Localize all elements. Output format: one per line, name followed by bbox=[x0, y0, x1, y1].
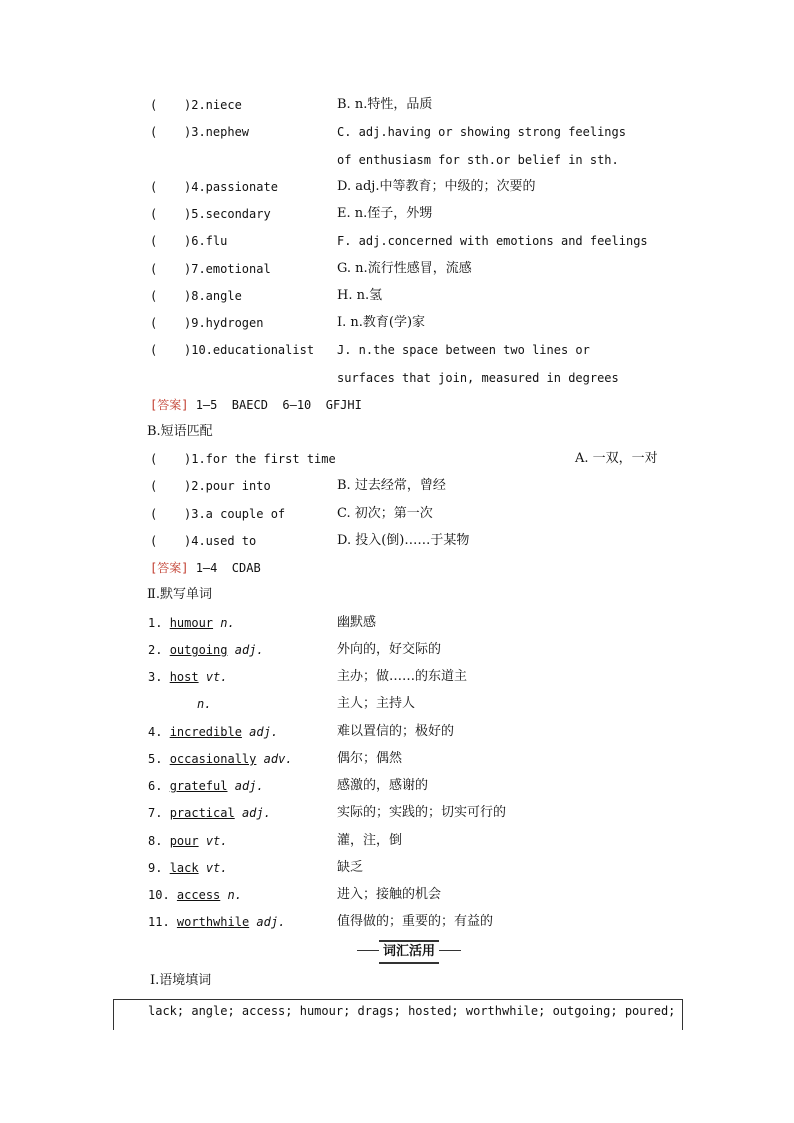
word-row: 4. incredible adj. 难以置信的；极好的 bbox=[148, 724, 455, 739]
match-row-continued bbox=[0, 149, 794, 171]
section-b-title: B.短语匹配 bbox=[147, 424, 213, 439]
match-row: ( )5.secondary E. n.侄子，外甥 bbox=[0, 203, 794, 225]
word-bank-box bbox=[113, 999, 683, 1030]
answer-a bbox=[0, 394, 794, 416]
match-definition: J. n.the space between two lines or bbox=[337, 343, 590, 357]
match-definition: D. 投入(倒)……于某物 bbox=[337, 533, 470, 548]
match-definition: B. n.特性，品质 bbox=[337, 97, 433, 112]
match-definition: H. n.氢 bbox=[337, 288, 383, 303]
match-definition: I. n.教育(学)家 bbox=[337, 315, 426, 330]
word-row: 3. host vt. 主办；做……的东道主 bbox=[148, 669, 468, 684]
match-row-continued bbox=[0, 367, 794, 389]
match-row: ( )2.pour into B. 过去经常，曾经 bbox=[0, 475, 794, 497]
match-definition: of enthusiasm for sth.or belief in sth. bbox=[337, 153, 619, 167]
answer-tag: [答案] bbox=[150, 561, 189, 575]
match-row: ( )1.for the first time A. 一双，一对 bbox=[0, 448, 794, 470]
match-definition: B. 过去经常，曾经 bbox=[337, 478, 446, 493]
word-bank: lack; angle; access; humour; drags; hosted; worthwhile; outgoing; poured; bbox=[148, 1004, 676, 1018]
match-row: ( )9.hydrogen I. n.教育(学)家 bbox=[0, 312, 794, 334]
word-row: 5. occasionally adv. 偶尔；偶然 bbox=[148, 751, 403, 766]
match-definition: F. adj.concerned with emotions and feelings bbox=[337, 234, 648, 248]
match-definition: G. n.流行性感冒，流感 bbox=[337, 261, 472, 276]
word-row: n. 主人；主持人 bbox=[197, 696, 416, 711]
fill-title: Ⅰ.语境填词 bbox=[150, 973, 212, 988]
match-row: ( )10.educationalist J. n.the space between two lines or bbox=[0, 339, 794, 361]
vocab-section-title: 词汇活用 bbox=[357, 940, 461, 960]
match-row: ( )3.a couple of C. 初次；第一次 bbox=[0, 503, 794, 525]
section-2-title: Ⅱ.默写单词 bbox=[147, 587, 212, 602]
answer-tag: [答案] bbox=[150, 398, 189, 412]
word-row: 9. lack vt. 缺乏 bbox=[148, 860, 364, 875]
match-row: ( )6.flu F. adj.concerned with emotions and feelings bbox=[0, 230, 794, 252]
answer-b bbox=[0, 557, 794, 579]
word-row: 8. pour vt. 灌，注，倒 bbox=[148, 833, 403, 848]
match-definition: E. n.侄子，外甥 bbox=[337, 206, 433, 221]
answer-text: 1—4 CDAB bbox=[195, 561, 261, 575]
match-row: ( )8.angle H. n.氢 bbox=[0, 285, 794, 307]
answer-text: 1—5 BAECD 6—10 GFJHI bbox=[195, 398, 362, 412]
word-row: 10. access n. 进入；接触的机会 bbox=[148, 887, 442, 902]
word-row: 6. grateful adj. 感激的，感谢的 bbox=[148, 778, 429, 793]
match-row: ( )4.passionate D. adj.中等教育；中级的；次要的 bbox=[0, 176, 794, 198]
match-definition: surfaces that join, measured in degrees bbox=[337, 371, 619, 385]
word-row: 7. practical adj. 实际的；实践的；切实可行的 bbox=[148, 805, 507, 820]
word-row: 2. outgoing adj. 外向的，好交际的 bbox=[148, 642, 442, 657]
match-row: ( )7.emotional G. n.流行性感冒，流感 bbox=[0, 258, 794, 280]
word-row: 1. humour n. 幽默感 bbox=[148, 615, 377, 630]
match-definition: C. adj.having or showing strong feelings bbox=[337, 125, 626, 139]
word-row: 11. worthwhile adj. 值得做的；重要的；有益的 bbox=[148, 914, 494, 929]
match-definition: C. 初次；第一次 bbox=[337, 506, 433, 521]
match-row: ( )3.nephew C. adj.having or showing strong feelings bbox=[0, 121, 794, 143]
match-row: ( )4.used to D. 投入(倒)……于某物 bbox=[0, 530, 794, 552]
match-definition: D. adj.中等教育；中级的；次要的 bbox=[337, 179, 536, 194]
match-definition: A. 一双，一对 bbox=[575, 451, 658, 466]
match-row: ( )2.niece B. n.特性，品质 bbox=[0, 94, 794, 116]
